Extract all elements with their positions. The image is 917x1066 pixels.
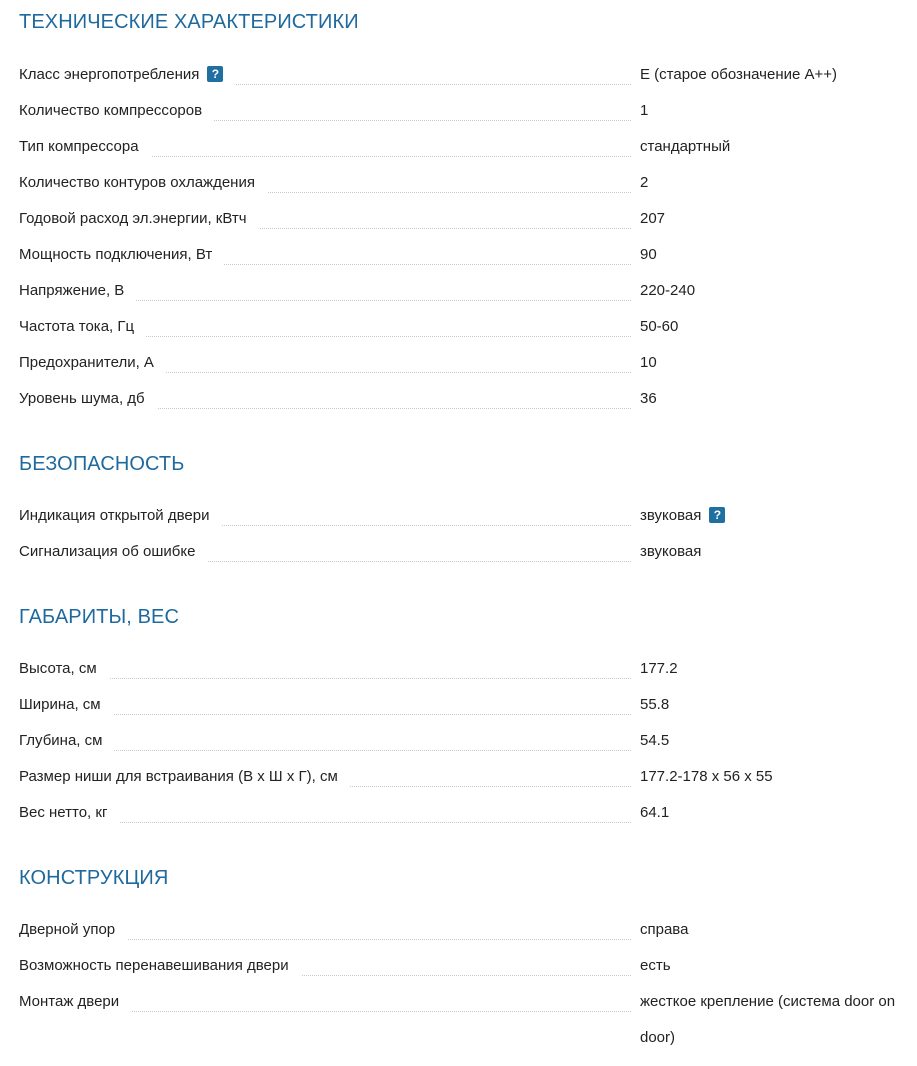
spec-value [640, 498, 917, 534]
spec-value-text: звуковая [640, 507, 702, 524]
spec-row [19, 992, 917, 1046]
spec-label-text: Дверной упор [19, 921, 116, 938]
spec-label [19, 65, 235, 85]
spec-label [19, 506, 221, 526]
spec-label-text: Высота, см [19, 660, 97, 677]
spec-value-text: 1 [640, 102, 649, 119]
spec-value [640, 795, 917, 831]
spec-value-text: 54.5 [640, 732, 670, 749]
spec-value-text: 90 [640, 246, 657, 263]
spec-value [640, 984, 917, 1056]
spec-value-text: жесткое крепление (система door on door) [640, 993, 896, 1046]
spec-label-text: Тип компрессора [19, 138, 139, 155]
spec-value [640, 345, 917, 381]
spec-label [19, 137, 151, 157]
spec-label [19, 659, 109, 679]
spec-label [19, 920, 127, 940]
spec-value [640, 237, 917, 273]
spec-label [19, 956, 301, 976]
help-icon[interactable]: ? [207, 66, 223, 82]
spec-label [19, 767, 350, 787]
spec-value [640, 93, 917, 129]
spec-label [19, 992, 131, 1012]
spec-value [640, 273, 917, 309]
spec-label [19, 353, 166, 373]
spec-value-text: 64.1 [640, 804, 670, 821]
spec-row [19, 542, 917, 578]
spec-value [640, 948, 917, 984]
spec-value-text: 50-60 [640, 318, 679, 335]
spec-label-text: Количество компрессоров [19, 102, 203, 119]
spec-row [19, 803, 917, 839]
section-title: ТЕХНИЧЕСКИЕ ХАРАКТЕРИСТИКИ [19, 11, 359, 33]
help-icon[interactable]: ? [709, 507, 725, 523]
spec-value-text: 10 [640, 354, 657, 371]
spec-value [640, 381, 917, 417]
spec-label-text: Напряжение, В [19, 282, 125, 299]
spec-value-text: E (старое обозначение A++) [640, 66, 838, 83]
spec-value-text: 2 [640, 174, 649, 191]
spec-value [640, 57, 917, 93]
spec-label-text: Монтаж двери [19, 993, 120, 1010]
spec-label [19, 542, 207, 562]
spec-label [19, 731, 114, 751]
spec-label-text: Ширина, см [19, 696, 101, 713]
spec-value-text: 177.2 [640, 660, 678, 677]
section-title: БЕЗОПАСНОСТЬ [19, 453, 185, 475]
spec-value [640, 201, 917, 237]
spec-value [640, 309, 917, 345]
spec-label [19, 245, 224, 265]
spec-row [19, 389, 917, 425]
spec-label-text: Возможность перенавешивания двери [19, 957, 289, 974]
section-title: КОНСТРУКЦИЯ [19, 867, 169, 889]
section-title: ГАБАРИТЫ, ВЕС [19, 606, 180, 628]
spec-label [19, 317, 146, 337]
spec-value [640, 129, 917, 165]
spec-label [19, 695, 113, 715]
spec-label-text: Предохранители, А [19, 354, 154, 371]
spec-value [640, 651, 917, 687]
spec-label-text: Индикация открытой двери [19, 507, 210, 524]
spec-value-text: 55.8 [640, 696, 670, 713]
spec-value-text: справа [640, 921, 689, 938]
spec-label-text: Годовой расход эл.энергии, кВтч [19, 210, 247, 227]
spec-value-text: 177.2-178 x 56 x 55 [640, 768, 773, 785]
spec-value-text: 220-240 [640, 282, 696, 299]
spec-label-text: Сигнализация об ошибке [19, 543, 196, 560]
spec-label [19, 803, 119, 823]
spec-label [19, 173, 267, 193]
spec-label-text: Количество контуров охлаждения [19, 174, 255, 191]
spec-value-text: 36 [640, 390, 657, 407]
spec-value [640, 759, 917, 795]
spec-label-text: Мощность подключения, Вт [19, 246, 213, 263]
dotted-leader [19, 678, 631, 679]
spec-label-text: Глубина, см [19, 732, 103, 749]
spec-value [640, 912, 917, 948]
spec-value-text: звуковая [640, 543, 702, 560]
spec-label [19, 101, 214, 121]
spec-label [19, 209, 259, 229]
spec-value [640, 723, 917, 759]
spec-label-text: Уровень шума, дб [19, 390, 145, 407]
spec-label-text: Вес нетто, кг [19, 804, 108, 821]
spec-label-text: Класс энергопотребления [19, 66, 200, 83]
spec-label-text: Размер ниши для встраивания (В х Ш х Г), см [19, 768, 338, 785]
spec-value [640, 534, 917, 570]
spec-value-text: стандартный [640, 138, 731, 155]
spec-label [19, 389, 157, 409]
spec-value [640, 687, 917, 723]
spec-label-text: Частота тока, Гц [19, 318, 135, 335]
spec-label [19, 281, 136, 301]
spec-value [640, 165, 917, 201]
spec-value-text: есть [640, 957, 671, 974]
spec-value-text: 207 [640, 210, 666, 227]
